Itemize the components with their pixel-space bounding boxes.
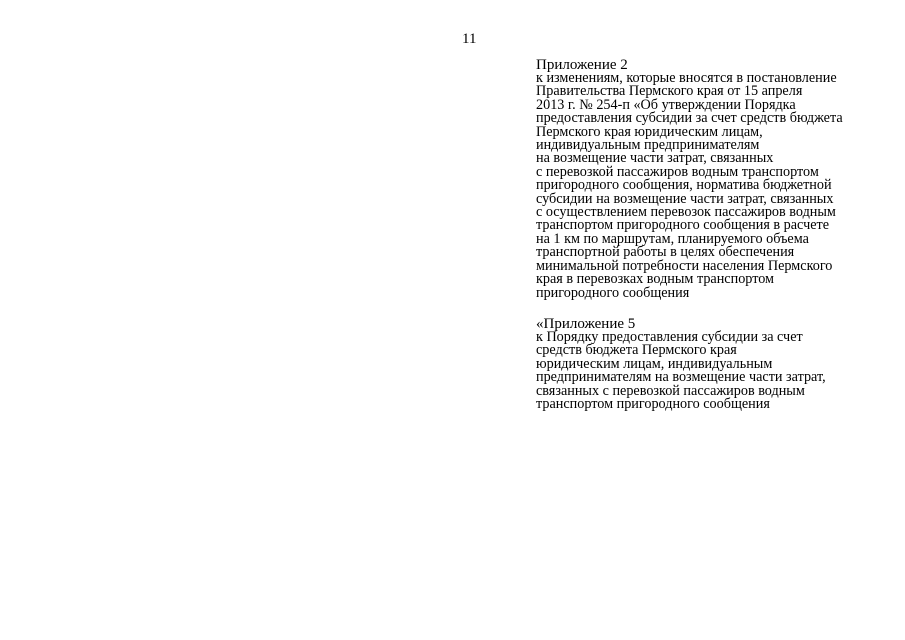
appendix-5-line: к Порядку предоставления субсидии за счет (536, 329, 803, 345)
appendix-2-line: пригородного сообщения (536, 284, 690, 301)
appendix-2-line: предоставления субсидии за счет средств бюджета (536, 110, 843, 127)
appendix-5-block (536, 317, 876, 411)
page-number: 11 (462, 31, 477, 47)
appendix-2-line: минимальной потребности населения Пермского (536, 257, 833, 274)
appendix-2-line: субсидии на возмещение части затрат, связанных (536, 190, 834, 207)
appendix-5-line: предпринимателям на возмещение части затрат, (536, 369, 826, 386)
appendix-2-line: Пермского края юридическим лицам, (536, 123, 763, 140)
appendix-2-line: пригородного сообщения, норматива бюджетной (536, 177, 832, 194)
appendix-2-line: края в перевозках водным транспортом (536, 271, 775, 288)
appendix-5-line: связанных с перевозкой пассажиров водным (536, 382, 805, 399)
appendix-2-line: к изменениям, которые вносятся в постановление (536, 70, 837, 86)
appendix-2-line: с перевозкой пассажиров водным транспортом (536, 163, 819, 180)
appendix-2-line: транспортной работы в целях обеспечения (536, 244, 795, 261)
appendix-2-line: на возмещение части затрат, связанных (536, 150, 774, 167)
appendix-2-block (536, 58, 876, 300)
appendix-2-title: Приложение 2 (536, 57, 628, 73)
appendix-5-line: транспортом пригородного сообщения (536, 396, 770, 413)
appendix-5-line: юридическим лицам, индивидуальным (536, 355, 773, 372)
appendix-2-line: транспортом пригородного сообщения в расчете (536, 217, 829, 234)
appendix-2-line: 2013 г. № 254-п «Об утверждении Порядка (536, 96, 796, 113)
appendix-2-line: на 1 км по маршрутам, планируемого объема (536, 230, 809, 247)
appendix-5-line: средств бюджета Пермского края (536, 342, 737, 359)
appendix-2-line: с осуществлением перевозок пассажиров водным (536, 204, 836, 221)
appendix-2-line: индивидуальным предпринимателям (536, 137, 760, 154)
appendix-2-line: Правительства Пермского края от 15 апреля (536, 83, 803, 100)
appendix-5-title: «Приложение 5 (536, 316, 636, 332)
